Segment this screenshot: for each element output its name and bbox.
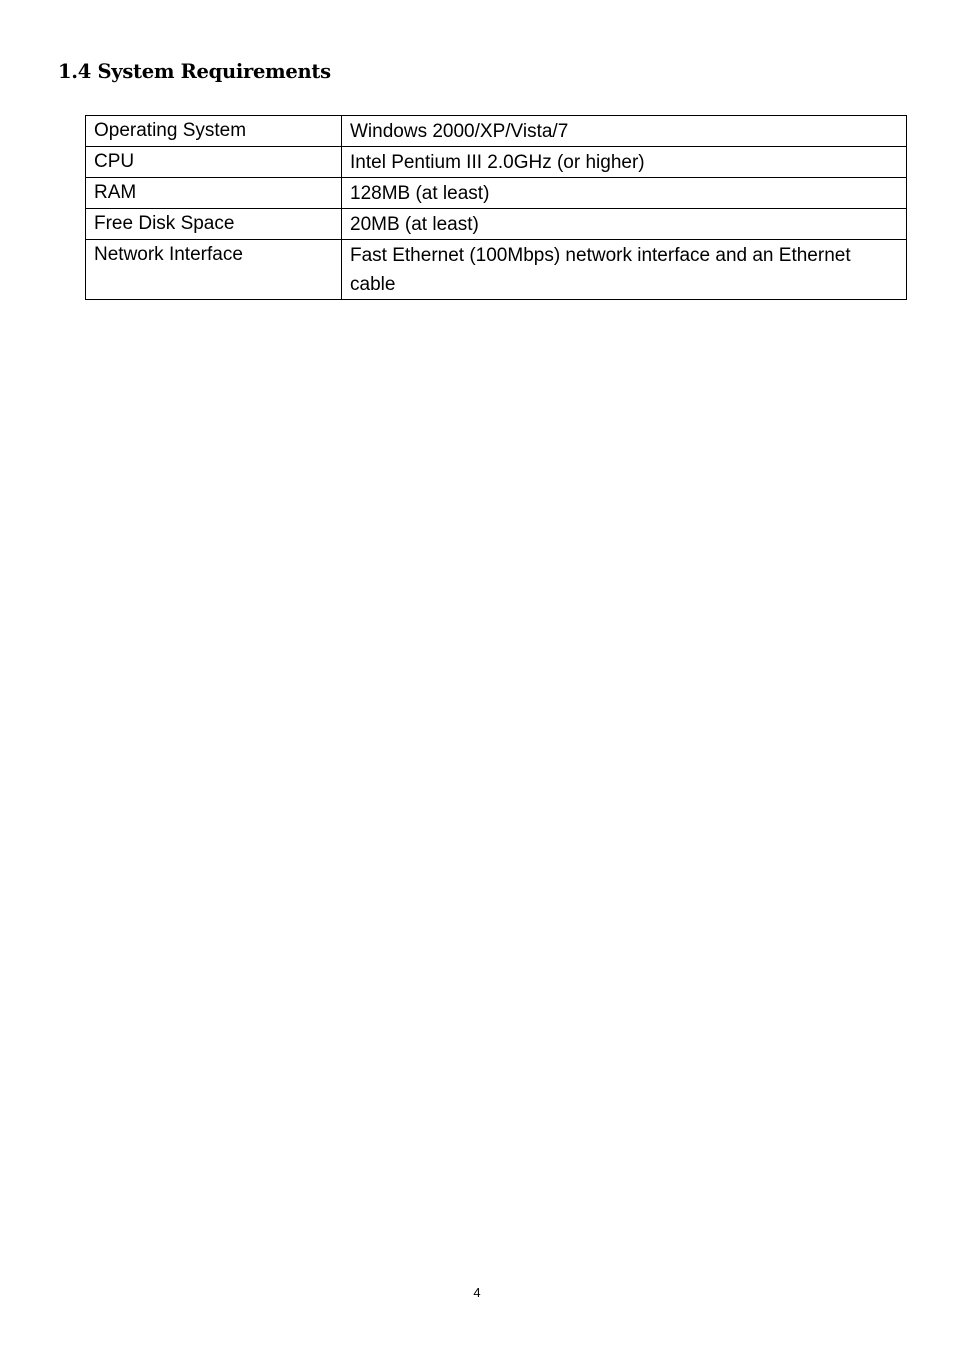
table-row <box>86 116 907 147</box>
requirement-label: RAM <box>86 178 342 209</box>
table-row <box>86 147 907 178</box>
requirement-label: Network Interface <box>86 240 342 300</box>
requirement-value: 128MB (at least) <box>342 178 907 209</box>
table-row <box>86 209 907 240</box>
requirement-label: CPU <box>86 147 342 178</box>
requirement-value: Intel Pentium III 2.0GHz (or higher) <box>342 147 907 178</box>
page-number: 4 <box>473 1285 481 1300</box>
requirement-label: Operating System <box>86 116 342 147</box>
table-row <box>86 178 907 209</box>
requirement-value: 20MB (at least) <box>342 209 907 240</box>
system-requirements-table <box>85 115 907 300</box>
requirement-value: Windows 2000/XP/Vista/7 <box>342 116 907 147</box>
requirement-label: Free Disk Space <box>86 209 342 240</box>
table-row <box>86 240 907 300</box>
requirement-value: Fast Ethernet (100Mbps) network interface and an Ethernet cable <box>342 240 907 300</box>
section-heading: 1.4 System Requirements <box>58 60 331 83</box>
